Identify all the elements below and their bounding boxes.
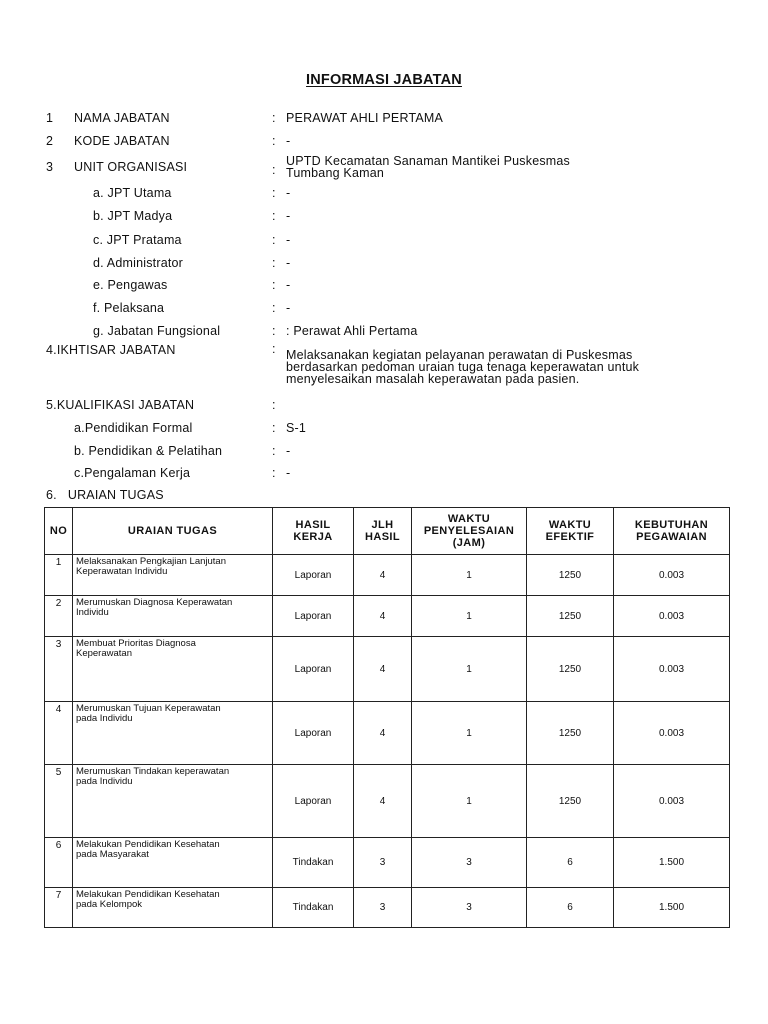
- row-waktu-penyelesaian: 3: [412, 838, 527, 888]
- row-task-line2: Individu: [76, 607, 109, 618]
- row-kebutuhan-pegawaian: 1.500: [614, 888, 730, 928]
- field-colon: :: [272, 163, 276, 177]
- row-no: 4: [45, 702, 73, 765]
- ikhtisar-text-line3: menyelesaikan masalah keperawatan pada pasien.: [286, 372, 580, 386]
- header-waktu-penyelesaian-line3: (JAM): [452, 537, 486, 549]
- row-jlh-hasil: 4: [354, 555, 412, 596]
- sub-unit-value: -: [286, 186, 291, 200]
- row-kebutuhan-pegawaian: 0.003: [614, 555, 730, 596]
- row-no: 7: [45, 888, 73, 928]
- ikhtisar-text-line2: berdasarkan pedoman uraian tuga tenaga keperawatan untuk: [286, 360, 640, 374]
- table-row: [45, 637, 730, 702]
- sub-unit-value: -: [286, 278, 291, 292]
- kualifikasi-label-pendidikan-pelatihan: b. Pendidikan & Pelatihan: [74, 444, 223, 458]
- row-task: [73, 702, 273, 765]
- field-number: 2: [46, 134, 54, 148]
- row-waktu-penyelesaian: 1: [412, 702, 527, 765]
- field-value-unit-organisasi-line1: UPTD Kecamatan Sanaman Mantikei Puskesmas: [286, 154, 571, 168]
- field-colon: :: [272, 186, 276, 200]
- sub-unit-label-pelaksana: f. Pelaksana: [93, 301, 165, 315]
- header-waktu-penyelesaian-line1: WAKTU: [447, 513, 491, 525]
- row-task-line2: pada Kelompok: [76, 899, 143, 910]
- sub-unit-value: -: [286, 233, 291, 247]
- row-task-line1: Melaksanakan Pengkajian Lanjutan: [76, 556, 226, 567]
- row-task-line2: pada Individu: [76, 776, 133, 787]
- header-hasil-kerja-line1: HASIL: [295, 519, 331, 531]
- header-waktu-efektif-line2: EFEKTIF: [545, 531, 595, 543]
- row-hasil-kerja: Tindakan: [273, 838, 354, 888]
- sub-unit-value: : Perawat Ahli Pertama: [286, 324, 418, 338]
- row-hasil-kerja: Tindakan: [273, 888, 354, 928]
- kualifikasi-label-pendidikan-formal: a.Pendidikan Formal: [74, 421, 193, 435]
- sub-unit-value: -: [286, 209, 291, 223]
- header-waktu-penyelesaian: [412, 508, 527, 555]
- row-kebutuhan-pegawaian: 0.003: [614, 765, 730, 838]
- row-waktu-efektif: 6: [527, 838, 614, 888]
- header-hasil-kerja-line2: KERJA: [293, 531, 333, 543]
- field-colon: :: [272, 466, 276, 480]
- row-task-line1: Melakukan Pendidikan Kesehatan: [76, 839, 220, 850]
- row-hasil-kerja: Laporan: [273, 702, 354, 765]
- header-waktu-efektif-line1: WAKTU: [548, 519, 592, 531]
- table-header-row: [45, 508, 730, 555]
- row-jlh-hasil: 4: [354, 765, 412, 838]
- field-colon: :: [272, 398, 276, 412]
- field-colon: :: [272, 278, 276, 292]
- field-label-kode-jabatan: KODE JABATAN: [74, 134, 170, 148]
- section-heading-uraian-tugas: 6. URAIAN TUGAS: [46, 488, 164, 502]
- sub-unit-label-administrator: d. Administrator: [93, 256, 184, 270]
- row-jlh-hasil: 3: [354, 888, 412, 928]
- header-hasil-kerja: [273, 508, 354, 555]
- table-row: [45, 555, 730, 596]
- row-waktu-efektif: 1250: [527, 555, 614, 596]
- row-hasil-kerja: Laporan: [273, 555, 354, 596]
- row-task-line2: pada Individu: [76, 713, 133, 724]
- row-waktu-penyelesaian: 1: [412, 765, 527, 838]
- table-row: [45, 702, 730, 765]
- row-no: 3: [45, 637, 73, 702]
- header-no: NO: [45, 508, 73, 555]
- row-task: [73, 637, 273, 702]
- row-task: [73, 888, 273, 928]
- header-waktu-penyelesaian-line2: PENYELESAIAN: [423, 525, 515, 537]
- row-task-line1: Merumuskan Diagnosa Keperawatan: [76, 597, 233, 608]
- field-colon: :: [272, 233, 276, 247]
- row-task-line1: Melakukan Pendidikan Kesehatan: [76, 889, 220, 900]
- row-no: 1: [45, 555, 73, 596]
- header-uraian-tugas: URAIAN TUGAS: [73, 508, 273, 555]
- row-jlh-hasil: 3: [354, 838, 412, 888]
- row-waktu-penyelesaian: 3: [412, 888, 527, 928]
- header-kebutuhan-pegawaian-line1: KEBUTUHAN: [634, 519, 709, 531]
- table-row: [45, 596, 730, 637]
- field-label-unit-organisasi: UNIT ORGANISASI: [74, 160, 188, 174]
- row-task-line2: Keperawatan Individu: [76, 566, 168, 577]
- row-kebutuhan-pegawaian: 0.003: [614, 637, 730, 702]
- header-kebutuhan-pegawaian: [614, 508, 730, 555]
- sub-unit-label-pengawas: e. Pengawas: [93, 278, 168, 292]
- row-no: 5: [45, 765, 73, 838]
- field-number: 3: [46, 160, 54, 174]
- sub-unit-value: -: [286, 301, 291, 315]
- row-waktu-efektif: 1250: [527, 596, 614, 637]
- row-waktu-efektif: 1250: [527, 702, 614, 765]
- field-colon: :: [272, 111, 276, 125]
- row-waktu-efektif: 6: [527, 888, 614, 928]
- row-task: [73, 596, 273, 637]
- row-task: [73, 555, 273, 596]
- row-hasil-kerja: Laporan: [273, 637, 354, 702]
- row-kebutuhan-pegawaian: 0.003: [614, 596, 730, 637]
- row-no: 2: [45, 596, 73, 637]
- row-hasil-kerja: Laporan: [273, 765, 354, 838]
- sub-unit-label-jabatan-fungsional: g. Jabatan Fungsional: [93, 324, 221, 338]
- row-waktu-penyelesaian: 1: [412, 596, 527, 637]
- row-kebutuhan-pegawaian: 1.500: [614, 838, 730, 888]
- row-hasil-kerja: Laporan: [273, 596, 354, 637]
- field-colon: :: [272, 134, 276, 148]
- table-row: [45, 765, 730, 838]
- row-task-line2: pada Masyarakat: [76, 849, 149, 860]
- field-label-nama-jabatan: NAMA JABATAN: [74, 111, 170, 125]
- sub-unit-label-jpt-utama: a. JPT Utama: [93, 186, 172, 200]
- kualifikasi-value-pendidikan-pelatihan: -: [286, 444, 291, 458]
- row-kebutuhan-pegawaian: 0.003: [614, 702, 730, 765]
- row-waktu-penyelesaian: 1: [412, 637, 527, 702]
- field-colon: :: [272, 342, 276, 356]
- row-task-line1: Merumuskan Tindakan keperawatan: [76, 766, 230, 777]
- row-jlh-hasil: 4: [354, 702, 412, 765]
- row-no: 6: [45, 838, 73, 888]
- field-value-kode-jabatan: -: [286, 134, 291, 148]
- sub-unit-value: -: [286, 256, 291, 270]
- row-waktu-penyelesaian: 1: [412, 555, 527, 596]
- field-colon: :: [272, 444, 276, 458]
- field-colon: :: [272, 256, 276, 270]
- kualifikasi-label-pengalaman-kerja: c.Pengalaman Kerja: [74, 466, 191, 480]
- header-jlh-hasil-line2: HASIL: [365, 531, 400, 543]
- header-jlh-hasil: [354, 508, 412, 555]
- field-number: 1: [46, 111, 54, 125]
- ikhtisar-text-line1: Melaksanakan kegiatan pelayanan perawatan di Puskesmas: [286, 348, 633, 362]
- field-value-nama-jabatan: PERAWAT AHLI PERTAMA: [286, 111, 444, 125]
- header-waktu-efektif: [527, 508, 614, 555]
- row-waktu-efektif: 1250: [527, 765, 614, 838]
- header-jlh-hasil-line1: JLH: [371, 519, 394, 531]
- uraian-tugas-table: [44, 507, 730, 928]
- row-task: [73, 765, 273, 838]
- header-kebutuhan-pegawaian-line2: PEGAWAIAN: [636, 531, 707, 543]
- field-colon: :: [272, 301, 276, 315]
- sub-unit-label-jpt-madya: b. JPT Madya: [93, 209, 173, 223]
- row-task-line2: Keperawatan: [76, 648, 132, 659]
- field-label-ikhtisar-jabatan: 4.IKHTISAR JABATAN: [46, 343, 176, 357]
- row-task-line1: Membuat Prioritas Diagnosa: [76, 638, 196, 649]
- row-task: [73, 838, 273, 888]
- field-label-kualifikasi-jabatan: 5.KUALIFIKASI JABATAN: [46, 398, 195, 412]
- row-jlh-hasil: 4: [354, 637, 412, 702]
- kualifikasi-value-pengalaman-kerja: -: [286, 466, 291, 480]
- field-colon: :: [272, 421, 276, 435]
- row-jlh-hasil: 4: [354, 596, 412, 637]
- table-row: [45, 888, 730, 928]
- field-colon: :: [272, 209, 276, 223]
- row-waktu-efektif: 1250: [527, 637, 614, 702]
- field-value-unit-organisasi-line2: Tumbang Kaman: [286, 166, 385, 180]
- kualifikasi-value-pendidikan-formal: S-1: [286, 421, 307, 435]
- field-colon: :: [272, 324, 276, 338]
- row-task-line1: Merumuskan Tujuan Keperawatan: [76, 703, 221, 714]
- table-row: [45, 838, 730, 888]
- document-title: INFORMASI JABATAN: [306, 72, 462, 88]
- sub-unit-label-jpt-pratama: c. JPT Pratama: [93, 233, 182, 247]
